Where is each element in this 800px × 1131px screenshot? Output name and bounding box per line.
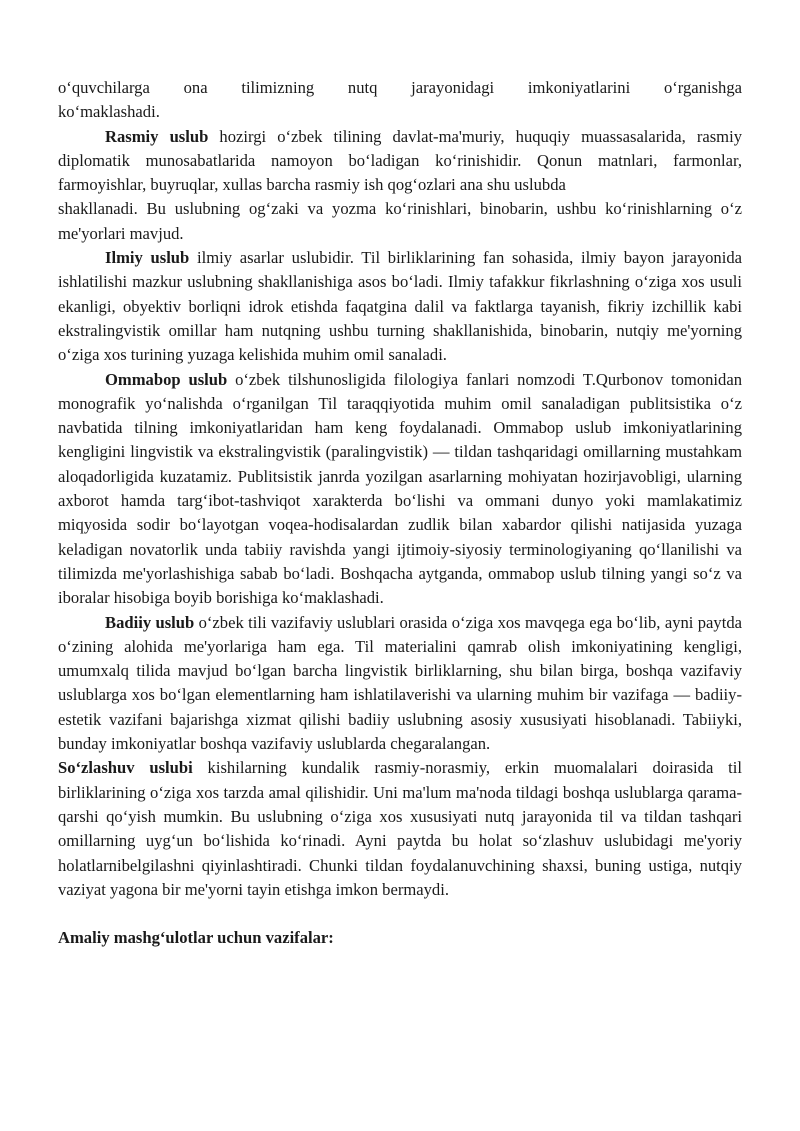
paragraph-ilmiy-uslub: [58, 246, 742, 367]
paragraph-rasmiy-continuation: [58, 197, 742, 246]
paragraph-ommabop-uslub: [58, 368, 742, 611]
term-ilmiy-uslub: Ilmiy uslub: [105, 248, 190, 268]
term-sozlashuv-uslubi: So‘zlashuv uslubi: [58, 758, 193, 778]
paragraph-ilmiy-text: ilmiy asarlar uslubidir. Til birliklarining fan sohasida, ilmiy bayon jarayonida ishlatilishi mazkur uslubning shakllanishiga asos bo‘ladi. Ilmiy tafakkur fikrlashning o‘ziga xos usuli ekanligi, obyektiv borliqni idrok etishda faqatgina dalil va faktlarga tayanish, fikriy izchillik kabi ekstralingvistik omillar ham nutqning ushbu turning shakllanishida, binobarin, nutqiy me'yorning o‘ziga xos turining yuzaga kelishida muhim omil sanaladi.: [58, 248, 742, 365]
paragraph-sozlashuv-text: kishilarning kundalik rasmiy-norasmiy, erkin muomalalari doirasida til birliklarining o‘ziga xos tarzda amal qilishidir. Uni ma'lum ma'noda tildagi boshqa uslublarga qarama-qarshi qo‘yish mumkin. Bu uslubning o‘ziga xos xususiyati nutq jarayonida til va tildan tashqari omillarning uyg‘un bo‘lishida ko‘rinadi. Ayni paytda bu holat so‘zlashuv uslubidagi me'yoriy holatlarnibelgilashni qiyinlashtiradi. Chunki tildan foydalanuvchining shaxsi, buning ustiga, nutqiy vaziyat yagona bir me'yorni tayin etishga imkon bermaydi.: [58, 758, 742, 899]
term-badiiy-uslub: Badiiy uslub: [105, 612, 195, 632]
paragraph-badiiy-uslub: [58, 611, 742, 757]
paragraph-badiiy-text: o‘zbek tili vazifaviy uslublari orasida o‘ziga xos mavqega ega bo‘lib, ayni paytda o‘zining alohida me'yorlariga ham ega. Til materialini qamrab olish imkoniyatining kengligi, umumxalq tilida mavjud bo‘lgan barcha lingvistik birliklarning, shu bilan birga, boshqa vazifaviy uslublarga xos bo‘lgan elementlarning ham ishlatilaverishi va ularning muhim bir vazifaga — badiiy-estetik vazifani bajarishga xizmat qilishi badiiy uslubning asosiy xususiyati hisoblanadi. Tabiiyki, bunday imkoniyatlar boshqa vazifaviy uslublarda chegaralangan.: [58, 612, 742, 754]
paragraph-ommabop-text: o‘zbek tilshunosligida filologiya fanlari nomzodi T.Qurbonov tomonidan monografik yo‘nalishda o‘rganilgan Til taraqqiyotida muhim omil sanaladigan publitsistika o‘z navbatida tilning imkoniyatlaridan ham keng foydalanadi. Ommabop uslub imkoniyatlarining kengligini lingvistik va ekstralingvistik (paralingvistik) — tildan tashqaridagi omillarning mustahkam aloqadorligida kuzatamiz. Publitsistik janrda yozilgan asarlarning mohiyatan hozirjavobligi, ularning axborot hamda targ‘ibot-tashviqot xarakterda bo‘lishi va ommani dunyo yoki mamlakatimiz miqyosida sodir bo‘layotgan voqea-hodisalardan zudlik bilan xabardor qilishi natijasida yuzaga keladigan novatorlik unda tabiiy ravishda yangi ijtimoiy-siyosiy terminologiyaning qo‘llanilishi va tilimizda me'yorlashishiga sabab bo‘ladi. Boshqacha aytganda, ommabop uslub tilning yangi so‘z va iboralar hisobiga boyib borishiga ko‘maklashadi.: [58, 369, 742, 608]
paragraph-rasmiy-uslub: [58, 125, 742, 198]
section-heading: Amaliy mashg‘ulotlar uchun vazifalar:: [58, 928, 334, 948]
paragraph-sozlashuv-uslubi: [58, 756, 742, 902]
term-ommabop-uslub: Ommabop uslub: [105, 369, 228, 389]
intro-line: [58, 76, 742, 100]
intro-line-end-text: ko‘maklashadi.: [58, 102, 160, 122]
intro-line-text: o‘quvchilarga ona tilimizning nutq jarayonidagi imkoniyatlarini o‘rganishga: [58, 78, 742, 97]
blank-line: [58, 902, 742, 926]
paragraph-rasmiy-continuation-text: shakllanadi. Bu uslubning og‘zaki va yozma ko‘rinishlari, binobarin, ushbu ko‘rinishlarning o‘z me'yorlari mavjud.: [58, 199, 742, 243]
document-page: [58, 76, 742, 950]
intro-line-end: [58, 100, 742, 124]
paragraph-rasmiy-text: hozirgi o‘zbek tilining davlat-ma'muriy, huquqiy muassasalarida, rasmiy diplomatik munosabatlarida namoyon bo‘ladigan ko‘rinishidir. Qonun matnlari, farmonlar, farmoyishlar, buyruqlar, xullas barcha rasmiy ish qog‘ozlari ana shu uslubda: [58, 126, 742, 195]
term-rasmiy-uslub: Rasmiy uslub: [105, 126, 209, 146]
